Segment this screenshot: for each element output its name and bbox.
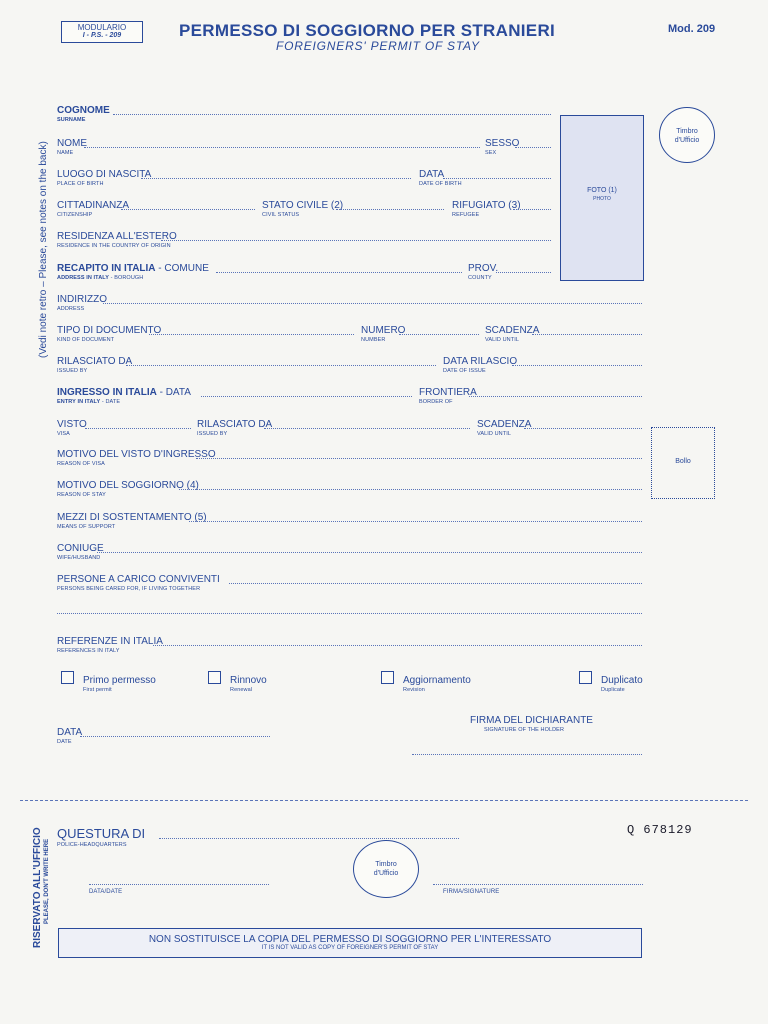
modulario-box: [61, 21, 143, 43]
rinnovo-label-en: Renewal: [230, 687, 253, 693]
data-label: DATA: [57, 727, 83, 738]
motivo-visto-label: MOTIVO DEL VISTO D'INGRESSO: [57, 449, 216, 460]
data-nascita-label: DATA: [419, 169, 445, 180]
motivo-soggiorno-label: MOTIVO DEL SOGGIORNO (4): [57, 480, 199, 491]
modulario-line1: MODULARIO: [77, 23, 127, 32]
sesso-field[interactable]: [515, 147, 551, 148]
stamp-text-2: d'Ufficio: [674, 137, 700, 144]
form-title: PERMESSO DI SOGGIORNO PER STRANIERI: [179, 21, 556, 40]
residenza-field[interactable]: [161, 240, 551, 241]
office-reserved-label: RISERVATO ALL'UFFICIO: [32, 827, 43, 948]
tear-line: [20, 800, 748, 801]
data-field[interactable]: [80, 736, 270, 737]
motivo-soggiorno-field[interactable]: [179, 489, 642, 490]
stato-civile-label: STATO CIVILE (2): [262, 200, 344, 211]
cittadinanza-field[interactable]: [121, 209, 255, 210]
rilasciato-da-field[interactable]: [126, 365, 436, 366]
firma-field[interactable]: [412, 754, 642, 755]
photo-label: FOTO (1): [587, 187, 617, 194]
office-signature-field[interactable]: [433, 884, 643, 885]
indirizzo-label-en: ADDRESS: [57, 306, 85, 312]
rilasciato-da-label-en: ISSUED BY: [57, 368, 88, 374]
cognome-label-en: SURNAME: [57, 117, 86, 123]
bollo-label: Bollo: [675, 458, 691, 465]
scadenza-field[interactable]: [532, 334, 642, 335]
data-nascita-field[interactable]: [443, 178, 551, 179]
visto-scadenza-label-en: VALID UNTIL: [477, 431, 512, 437]
notice-box: [58, 928, 642, 958]
visto-label-en: VISA: [57, 431, 70, 437]
visto-rilasciato-label-en: ISSUED BY: [197, 431, 228, 437]
persone-field-2[interactable]: [57, 613, 642, 614]
primo-permesso-label: Primo permesso: [83, 675, 156, 686]
motivo-visto-field[interactable]: [196, 458, 642, 459]
visto-rilasciato-label: RILASCIATO DA: [197, 419, 273, 430]
mezzi-field[interactable]: [189, 521, 642, 522]
prov-label: PROV.: [468, 263, 499, 274]
data-label-en: DATE: [57, 739, 72, 745]
coniuge-label-en: WIFE/HUSBAND: [57, 555, 101, 561]
luogo-nascita-field[interactable]: [141, 178, 411, 179]
numero-field[interactable]: [399, 334, 479, 335]
bollo-box: [651, 427, 715, 499]
duplicato-label: Duplicato: [601, 675, 643, 686]
tipo-documento-field[interactable]: [149, 334, 354, 335]
rilasciato-da-label: RILASCIATO DA: [57, 356, 133, 367]
checkbox-aggiornamento[interactable]: [381, 671, 394, 684]
duplicato-label-en: Duplicate: [601, 687, 625, 693]
luogo-nascita-label-en: PLACE OF BIRTH: [57, 181, 104, 187]
ingresso-label: INGRESSO IN ITALIA - DATA: [57, 387, 191, 398]
residenza-label-en: RESIDENCE IN THE COUNTRY OF ORIGIN: [57, 243, 171, 249]
stato-civile-label-en: CIVIL STATUS: [262, 212, 300, 218]
indirizzo-field[interactable]: [103, 303, 642, 304]
persone-label: PERSONE A CARICO CONVIVENTI: [57, 574, 220, 585]
serial-number: Q 678129: [627, 823, 693, 837]
recapito-field[interactable]: [216, 272, 462, 273]
sesso-label-en: SEX: [485, 150, 497, 156]
numero-label-en: NUMBER: [361, 337, 386, 343]
modulario-line2: I - P.S. - 209: [82, 32, 122, 39]
prov-label-en: COUNTY: [468, 275, 492, 281]
nome-field[interactable]: [84, 147, 480, 148]
prov-field[interactable]: [496, 272, 551, 273]
stamp2-text-1: Timbro: [375, 861, 397, 868]
office-stamp-circle: [659, 107, 715, 163]
office-signature-label: FIRMA/SIGNATURE: [443, 889, 500, 895]
indirizzo-label: INDIRIZZO: [57, 294, 107, 305]
questura-field[interactable]: [159, 838, 459, 839]
tipo-documento-label-en: KIND OF DOCUMENT: [57, 337, 115, 343]
notice-text: NON SOSTITUISCE LA COPIA DEL PERMESSO DI SOGGIORNO PER L'INTERESSATO: [148, 934, 552, 945]
motivo-visto-label-en: REASON OF VISA: [57, 461, 105, 467]
aggiornamento-label: Aggiornamento: [403, 675, 471, 686]
frontiera-field[interactable]: [469, 396, 642, 397]
photo-box: [560, 115, 644, 281]
scadenza-label-en: VALID UNTIL: [485, 337, 520, 343]
persone-field[interactable]: [229, 583, 642, 584]
cognome-label: COGNOME: [57, 105, 110, 116]
sesso-label: SESSO: [485, 138, 520, 149]
data-rilascio-field[interactable]: [512, 365, 642, 366]
side-note: (Vedi note retro – Please, see notes on the back): [38, 141, 49, 358]
data-rilascio-label: DATA RILASCIO: [443, 356, 518, 367]
mod-number: Mod. 209: [668, 23, 716, 35]
office-date-label: DATA/DATE: [89, 889, 123, 895]
tipo-documento-label: TIPO DI DOCUMENTO: [57, 325, 162, 336]
rifugiato-field[interactable]: [513, 209, 551, 210]
referenze-label: REFERENZE IN ITALIA: [57, 636, 163, 647]
photo-label-en: PHOTO: [593, 196, 611, 202]
cognome-field[interactable]: [113, 114, 551, 115]
coniuge-label: CONIUGE: [57, 543, 104, 554]
data-nascita-label-en: DATE OF BIRTH: [419, 181, 462, 187]
office-stamp-circle-2: [353, 840, 419, 898]
luogo-nascita-label: LUOGO DI NASCITA: [57, 169, 152, 180]
stato-civile-field[interactable]: [336, 209, 444, 210]
rifugiato-label-en: REFUGEE: [452, 212, 480, 218]
cittadinanza-label-en: CITIZENSHIP: [57, 212, 93, 218]
nome-label: NOME: [57, 138, 87, 149]
stamp-text-1: Timbro: [676, 128, 698, 135]
aggiornamento-label-en: Revision: [403, 687, 425, 693]
form-title-en: FOREIGNERS' PERMIT OF STAY: [276, 39, 480, 53]
checkbox-duplicato[interactable]: [579, 671, 592, 684]
residenza-label: RESIDENZA ALL'ESTERO: [57, 231, 177, 242]
nome-label-en: NAME: [57, 150, 74, 156]
mezzi-label-en: MEANS OF SUPPORT: [57, 524, 116, 530]
visto-rilasciato-field[interactable]: [264, 428, 470, 429]
questura-label: QUESTURA DI: [57, 826, 146, 841]
firma-label: FIRMA DEL DICHIARANTE: [470, 715, 593, 726]
persone-label-en: PERSONS BEING CARED FOR, IF LIVING TOGETHER: [57, 586, 201, 592]
mezzi-label: MEZZI DI SOSTENTAMENTO (5): [57, 512, 207, 523]
visto-field[interactable]: [85, 428, 191, 429]
visto-scadenza-field[interactable]: [524, 428, 642, 429]
rifugiato-label: RIFUGIATO (3): [452, 200, 521, 211]
visto-label: VISTO: [57, 419, 87, 430]
office-date-field[interactable]: [89, 884, 269, 885]
checkbox-primo-permesso[interactable]: [61, 671, 74, 684]
ingresso-field[interactable]: [201, 396, 412, 397]
frontiera-label: FRONTIERA: [419, 387, 477, 398]
referenze-label-en: REFERENCES IN ITALY: [57, 648, 120, 654]
data-rilascio-label-en: DATE OF ISSUE: [443, 368, 486, 374]
notice-text-en: IT IS NOT VALID AS COPY OF FOREIGNER'S PERMIT OF STAY: [261, 945, 439, 951]
primo-permesso-label-en: First permit: [83, 687, 112, 693]
coniuge-field[interactable]: [97, 552, 642, 553]
recapito-label-en: ADDRESS IN ITALY - BOROUGH: [57, 275, 144, 281]
referenze-field[interactable]: [153, 645, 642, 646]
stamp2-text-2: d'Ufficio: [373, 870, 399, 877]
questura-label-en: POLICE-HEADQUARTERS: [57, 842, 127, 848]
frontiera-label-en: BORDER OF: [419, 399, 453, 405]
scadenza-label: SCADENZA: [485, 325, 540, 336]
ingresso-label-en: ENTRY IN ITALY - DATE: [57, 399, 121, 405]
office-reserved-label-en: PLEASE, DON'T WRITE HERE: [44, 838, 50, 924]
visto-scadenza-label: SCADENZA: [477, 419, 532, 430]
numero-label: NUMERO: [361, 325, 406, 336]
firma-label-en: SIGNATURE OF THE HOLDER: [484, 727, 565, 733]
rinnovo-label: Rinnovo: [230, 675, 267, 686]
checkbox-rinnovo[interactable]: [208, 671, 221, 684]
motivo-soggiorno-label-en: REASON OF STAY: [57, 492, 106, 498]
recapito-label: RECAPITO IN ITALIA - COMUNE: [57, 263, 209, 274]
cittadinanza-label: CITTADINANZA: [57, 200, 130, 211]
